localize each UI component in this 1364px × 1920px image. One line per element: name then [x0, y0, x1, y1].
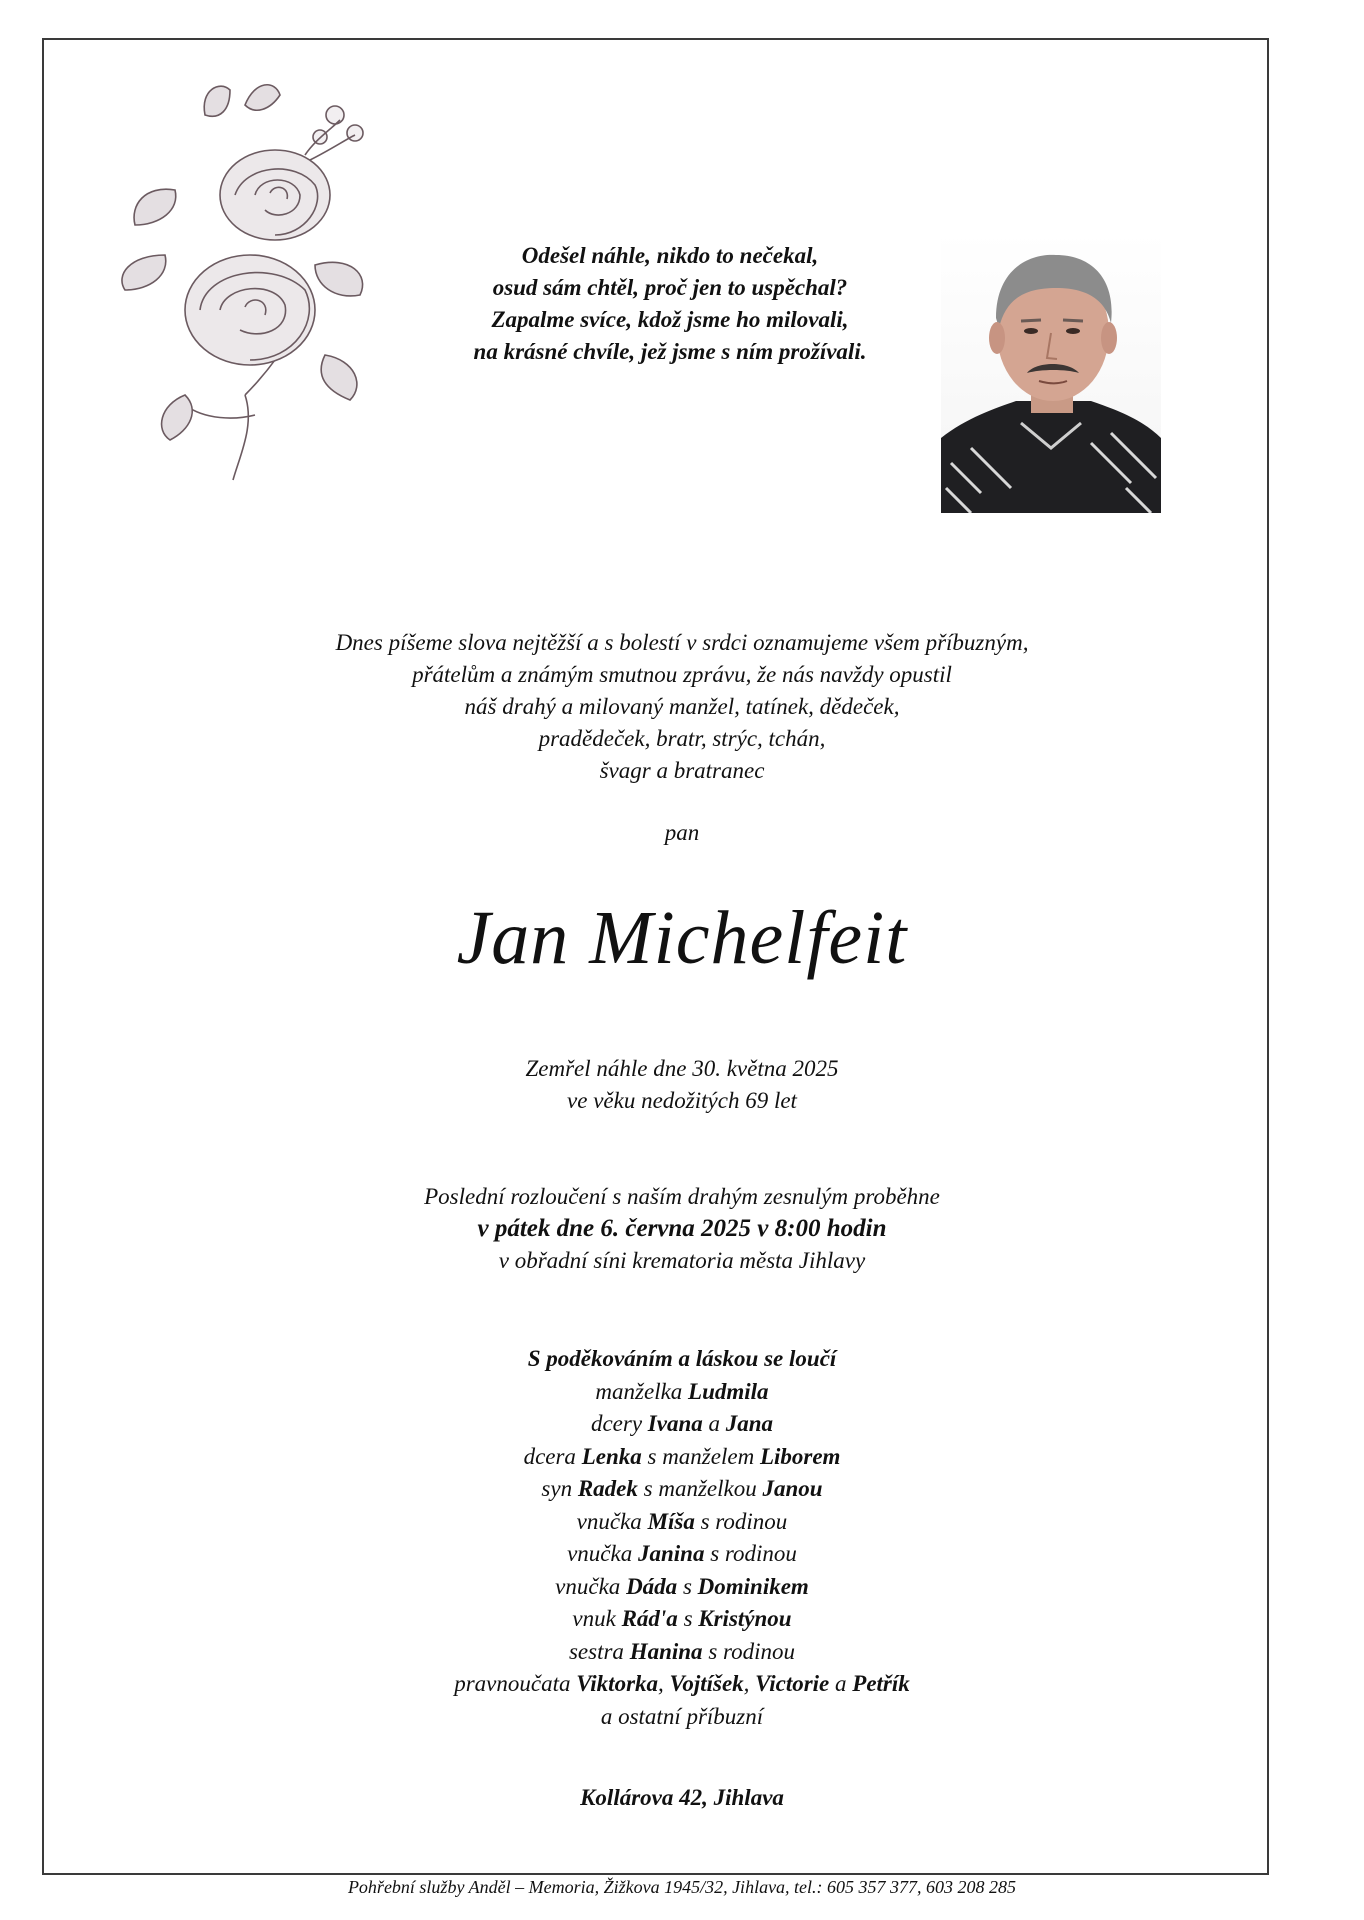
- announcement-line: švagr a bratranec: [599, 758, 765, 783]
- memorial-verse: [380, 240, 960, 368]
- announcement-line: pradědeček, bratr, strýc, tchán,: [538, 726, 826, 751]
- family-member-name: Rád'a: [621, 1606, 678, 1631]
- family-relation-text: a ostatní příbuzní: [600, 1703, 764, 1729]
- family-relation-text: sestra: [568, 1638, 630, 1664]
- family-member-name: Lenka: [581, 1443, 642, 1469]
- family-member-line: [0, 1668, 1364, 1701]
- ceremony-date: v pátek dne 6. června 2025 v 8:00 hodin: [477, 1215, 887, 1242]
- family-relation-text: a: [829, 1671, 853, 1696]
- family-member-line: [0, 1636, 1364, 1669]
- ceremony-intro: Poslední rozloučení s naším drahým zesnulým proběhne: [424, 1184, 940, 1209]
- family-member-line: [0, 1701, 1364, 1734]
- ceremony-info: [0, 1181, 1364, 1277]
- family-relation-text: s rodinou: [704, 1541, 797, 1566]
- family-member-line: [0, 1376, 1364, 1409]
- announcement-line: náš drahý a milovaný manžel, tatínek, dědeček,: [464, 694, 900, 719]
- family-member-line: [0, 1408, 1364, 1441]
- verse-line: Zapalme svíce, kdož jsme ho milovali,: [491, 307, 849, 332]
- family-member-name: Radek: [577, 1476, 638, 1501]
- family-lines: [0, 1376, 1364, 1734]
- family-member-name: Míša: [647, 1508, 695, 1534]
- family-member-name: Viktorka: [576, 1671, 659, 1696]
- family-relation-text: vnučka: [567, 1541, 638, 1566]
- family-member-name: Jana: [725, 1411, 774, 1436]
- death-info: [0, 1053, 1364, 1117]
- family-relation-text: s manželem: [641, 1443, 760, 1469]
- family-relation-text: s: [677, 1606, 699, 1631]
- family-member-name: Dominikem: [697, 1573, 809, 1599]
- rose-illustration: [105, 75, 405, 485]
- funeral-service-footer: Pohřební služby Anděl – Memoria, Žižkova 1945/32, Jihlava, tel.: 605 357 377, 603 208 285: [347, 1877, 1017, 1897]
- announcement-text: [0, 627, 1364, 787]
- family-member-name: Vojtíšek: [669, 1671, 744, 1696]
- family-relation-text: a: [702, 1411, 726, 1436]
- family-relation-text: vnučka: [555, 1573, 627, 1599]
- family-relation-text: s: [677, 1573, 698, 1599]
- announcement-line: přátelům a známým smutnou zprávu, že nás navždy opustil: [412, 662, 952, 687]
- family-member-line: [0, 1538, 1364, 1571]
- verse-line: na krásné chvíle, jež jsme s ním prožívali.: [473, 339, 867, 364]
- family-relation-text: s rodinou: [702, 1638, 796, 1664]
- family-relation-text: dcera: [523, 1443, 582, 1469]
- family-member-line: [0, 1571, 1364, 1604]
- family-relation-text: syn: [541, 1476, 578, 1501]
- family-member-name: Petřík: [852, 1671, 910, 1696]
- family-member-name: Janou: [762, 1476, 823, 1501]
- family-address: Kollárova 42, Jihlava: [580, 1785, 784, 1810]
- family-relation-text: dcery: [590, 1411, 648, 1436]
- death-age: ve věku nedožitých 69 let: [567, 1088, 797, 1113]
- family-member-name: Ivana: [647, 1411, 703, 1436]
- announcement-line: Dnes píšeme slova nejtěžší a s bolestí v srdci oznamujeme všem příbuzným,: [335, 630, 1029, 655]
- family-member-line: [0, 1441, 1364, 1474]
- family-relation-text: vnučka: [576, 1508, 648, 1534]
- family-relation-text: s manželkou: [637, 1476, 763, 1501]
- family-member-name: Janina: [637, 1541, 705, 1566]
- family-relation-text: ,: [658, 1671, 670, 1696]
- family-member-line: [0, 1473, 1364, 1506]
- family-relation-text: manželka: [595, 1378, 689, 1404]
- family-relation-text: vnuk: [572, 1606, 622, 1631]
- deceased-name: Jan Michelfeit: [456, 896, 908, 980]
- family-member-name: Hanina: [629, 1638, 703, 1664]
- verse-line: osud sám chtěl, proč jen to uspěchal?: [492, 275, 848, 300]
- family-member-name: Kristýnou: [698, 1606, 792, 1631]
- family-member-name: Victorie: [755, 1671, 830, 1696]
- family-relation-text: pravnoučata: [454, 1671, 577, 1696]
- family-member-name: Liborem: [759, 1443, 841, 1469]
- family-member-line: [0, 1506, 1364, 1539]
- family-member-line: [0, 1603, 1364, 1636]
- verse-line: Odešel náhle, nikdo to nečekal,: [521, 243, 819, 268]
- family-relation-text: ,: [743, 1671, 756, 1696]
- family-member-name: Dáda: [626, 1573, 678, 1599]
- ceremony-place: v obřadní síni krematoria města Jihlavy: [498, 1248, 866, 1273]
- family-list: [0, 1343, 1364, 1733]
- title-pan: pan: [664, 820, 700, 845]
- family-member-name: Ludmila: [688, 1378, 769, 1404]
- family-heading: S poděkováním a láskou se loučí: [527, 1346, 837, 1371]
- portrait-photo: [941, 233, 1161, 513]
- death-date: Zemřel náhle dne 30. května 2025: [525, 1056, 839, 1081]
- family-relation-text: s rodinou: [694, 1508, 788, 1534]
